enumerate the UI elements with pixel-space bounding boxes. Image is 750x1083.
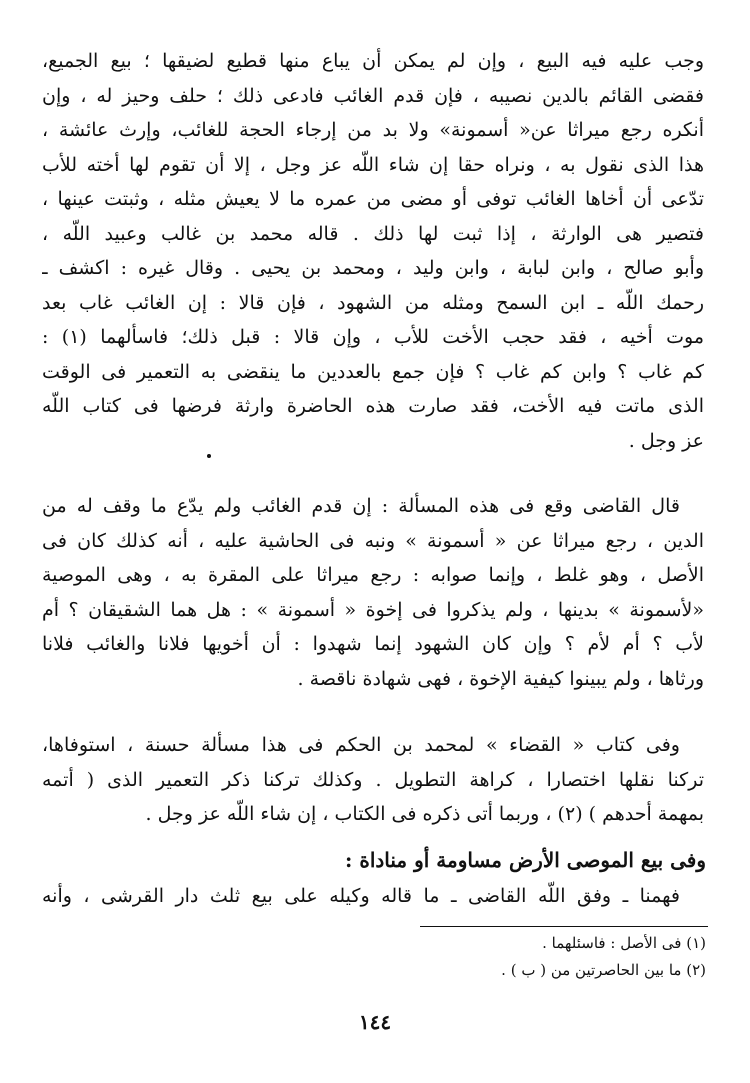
text-line: الأصل ، وهو غلط ، وإنما صوابه : رجع ميراثا على المقرة به ، وهى الموصية [42,564,704,586]
text-line: تركنا نقلها اختصارا ، كراهة التطويل . وكذلك تركنا ذكر التعمير الذى ( أتمه [42,768,704,791]
print-speck [207,454,211,458]
text-line: فهمنا ـ وفق اللّه القاضى ـ ما قاله وكيله على بيع ثلث دار القرشى ، وأنه [42,885,680,907]
footnote-divider [420,926,708,927]
paragraph-3 [42,728,704,832]
paragraph-2 [42,489,704,696]
text-line: وفى كتاب « القضاء » لمحمد بن الحكم فى هذا مسألة حسنة ، استوفاها، [42,734,680,756]
footnote-1: (١) فى الأصل : فاسئلهما . [542,934,706,952]
text-line: بمهمة أحدهم ) (٢) ، وربما أتى ذكره فى الكتاب ، إن شاء اللّه عز وجل . [145,803,704,825]
text-line: «لأسمونة » بدينها ، ولم يذكروا فى إخوة « أسمونة » : هل هما الشقيقان ؟ أم [42,598,704,621]
text-line: فتصير هى الوارثة ، إذا ثبت لها ذلك . قاله محمد بن غالب وعبيد اللّه ، [42,222,704,245]
text-line: كم غاب ؟ وابن كم غاب ؟ فإن جمع بالعددين ما ينقضى به التعمير فى الوقت [42,360,704,383]
text-line: وجب عليه فيه البيع ، وإن لم يمكن أن يباع منها قطيع لضيقها ؛ بيع الجميع، [42,50,704,72]
text-line: الدين ، رجع ميراثا عن « أسمونة » ونبه فى الحاشية عليه ، أنه كذلك كان فى [42,529,704,552]
text-line: هذا الذى نقول به ، ونراه حقا إن شاء اللّه عز وجل ، إلا أن تقوم لها أخته للأب [42,153,704,176]
text-line: أنكره رجع ميراثا عن« أسمونة» ولا بد من إرجاء الحجة للغائب، وإرث عائشة ، [42,119,704,141]
text-line: وأبو صالح ، وابن لبابة ، وابن وليد ، ومحمد بن يحيى . وقال غيره : اكشف ـ [42,257,704,279]
text-line: الذى ماتت فيه الأخت، فقد صارت هذه الحاضرة وارثة فرضها فى كتاب اللّه [42,395,704,417]
text-line: تدّعى أن أخاها الغائب توفى أو مضى من عمره ما لا يعيش مثله ، وثبتت عينها ، [42,188,704,210]
footnote-2: (٢) ما بين الحاصرتين من ( ب ) . [501,961,706,979]
text-line: عز وجل . [628,429,704,452]
text-line: رحمك اللّه ـ ابن السمح ومثله من الشهود ، فإن قالا : إن الغائب غاب بعد [42,291,704,314]
text-line: قال القاضى وقع فى هذه المسألة : إن قدم الغائب ولم يدّع ما وقف له من [42,495,680,517]
section-heading: وفى بيع الموصى الأرض مساومة أو مناداة : [345,848,706,872]
paragraph-1 [42,44,704,458]
footnotes [300,930,706,984]
text-line: فقضى القائم بالدين نصيبه ، فإن قدم الغائب فادعى ذلك ؛ حلف وحيز له ، وإن [42,84,704,107]
text-line: ورثاها ، ولم يبينوا كيفية الإخوة ، فهى شهادة ناقصة . [297,667,704,690]
text-line: لأب ؟ أم لأم ؟ وإن كان الشهود إنما شهدوا : أن أخويها فلانا والغائب فلانا [42,633,704,655]
text-line: موت أخيه ، فقد حجب الأخت للأب ، وإن قالا : قبل ذلك؛ فاسألهما (١) : [42,326,704,348]
paragraph-4 [42,879,704,914]
page-number: ١٤٤ [358,1010,392,1034]
